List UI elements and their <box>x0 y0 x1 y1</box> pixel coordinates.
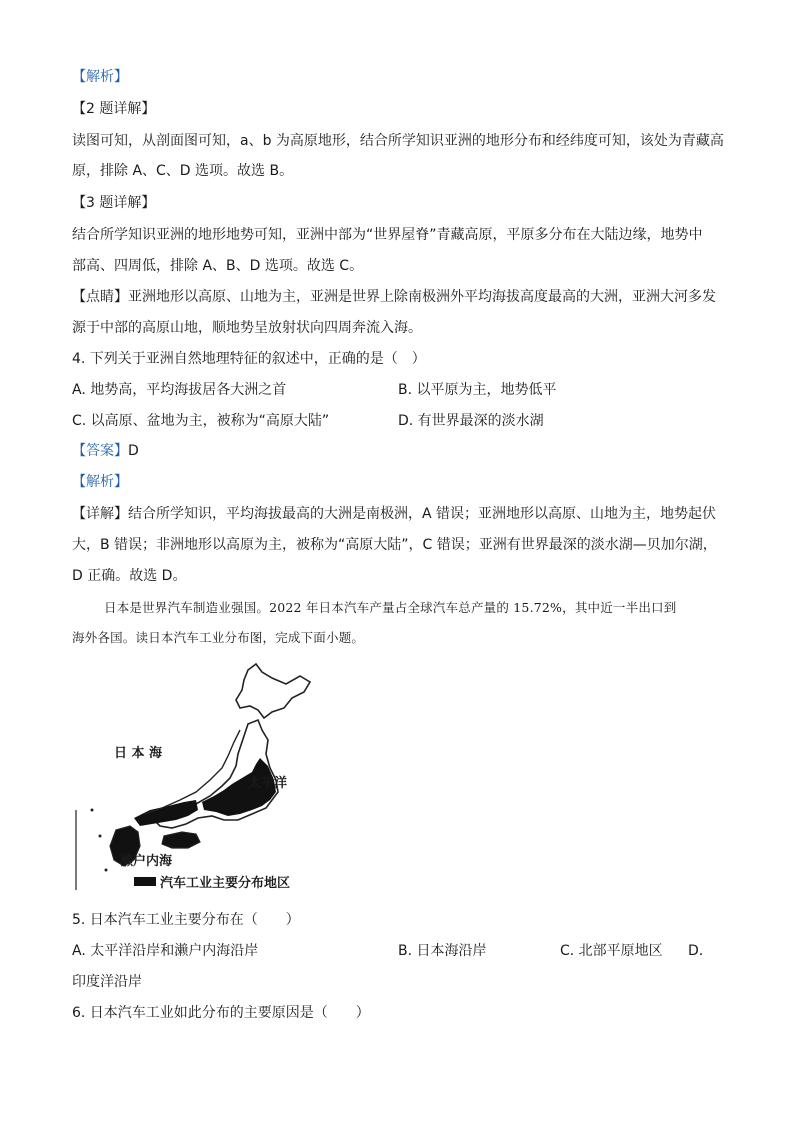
q4-option-b: B. 以平原为主，地势低平 <box>398 382 557 398</box>
q4-option-a: A. 地势高，平均海拔居各大洲之首 <box>72 382 287 398</box>
q5-option-c: C. 北部平原地区 <box>560 943 663 959</box>
q5-option-d: D. <box>688 943 704 959</box>
q4-detail-3: D 正确。故选 D。 <box>72 568 187 584</box>
q4-detail-2: 大，B 错误；非洲地形以高原为主，被称为“高原大陆”，C 错误；亚洲有世界最深的淡水湖—贝加尔湖， <box>72 537 717 553</box>
q2-detail-text-2: 原，排除 A、C、D 选项。故选 B。 <box>72 163 294 179</box>
answer-value: D <box>128 443 139 459</box>
map-legend <box>134 872 290 891</box>
q3-detail-label: 【3 题详解】 <box>72 195 156 211</box>
q4-analysis-label: 【解析】 <box>72 474 128 490</box>
label-pacific: 太平洋 <box>248 776 288 791</box>
answer-label: 【答案】 <box>72 443 128 459</box>
q5-option-d-cont: 印度洋沿岸 <box>72 974 142 990</box>
label-inland-sea: 濑户内海 <box>120 854 173 869</box>
q4-stem: 4. 下列关于亚洲自然地理特征的叙述中，正确的是（ ） <box>72 351 426 367</box>
japan-map-figure <box>72 660 372 900</box>
q4-answer <box>72 441 139 461</box>
japan-auto-industry-map <box>72 660 372 900</box>
label-sea-of-japan: 日 本 海 <box>114 746 163 761</box>
q5-option-a: A. 太平洋沿岸和濑户内海沿岸 <box>72 943 259 959</box>
q5-option-b: B. 日本海沿岸 <box>398 943 487 959</box>
legend-text: 汽车工业主要分布地区 <box>160 876 291 891</box>
tips-text-1: 亚洲地形以高原、山地为主，亚洲是世界上除南极洲外平均海拔高度最高的大洲，亚洲大河多发 <box>128 289 716 305</box>
shikoku-outline <box>162 832 200 848</box>
q4-option-d: D. 有世界最深的淡水湖 <box>398 413 544 429</box>
tips-label: 【点睛】 <box>72 289 128 305</box>
q3-detail-text-1: 结合所学知识亚洲的地形地势可知，亚洲中部为“世界屋脊”青藏高原，平原多分布在大陆边缘，地势中 <box>72 227 703 243</box>
q2-detail-label: 【2 题详解】 <box>72 101 156 117</box>
q3-detail-text-2: 部高、四周低，排除 A、B、D 选项。故选 C。 <box>72 258 364 274</box>
q5-stem: 5. 日本汽车工业主要分布在（ ） <box>72 912 300 928</box>
passage-line-1: 日本是世界汽车制造业强国。2022 年日本汽车产量占全球汽车总产量的 15.72%，其中近一半出口到 <box>104 600 677 615</box>
q4-detail-1: 【详解】结合所学知识，平均海拔最高的大洲是南极洲，A 错误；亚洲地形以高原、山地为主，地势起伏 <box>72 506 717 522</box>
q2-detail-text-1: 读图可知，从剖面图可知，a、b 为高原地形，结合所学知识亚洲的地形分布和经纬度可知，该处为青藏高 <box>72 133 724 149</box>
q4-option-c: C. 以高原、盆地为主，被称为“高原大陆” <box>72 413 330 429</box>
tips-text-2: 源于中部的高原山地，顺地势呈放射状向四周奔流入海。 <box>72 320 422 336</box>
hokkaido-outline <box>236 664 310 718</box>
q6-stem: 6. 日本汽车工业如此分布的主要原因是（ ） <box>72 1005 370 1021</box>
tips-paragraph-1 <box>72 287 716 307</box>
passage-line-2: 海外各国。读日本汽车工业分布图，完成下面小题。 <box>72 630 365 645</box>
analysis-label: 【解析】 <box>72 69 128 85</box>
detail-label: 【详解】 <box>72 506 128 522</box>
legend-swatch <box>134 877 156 886</box>
